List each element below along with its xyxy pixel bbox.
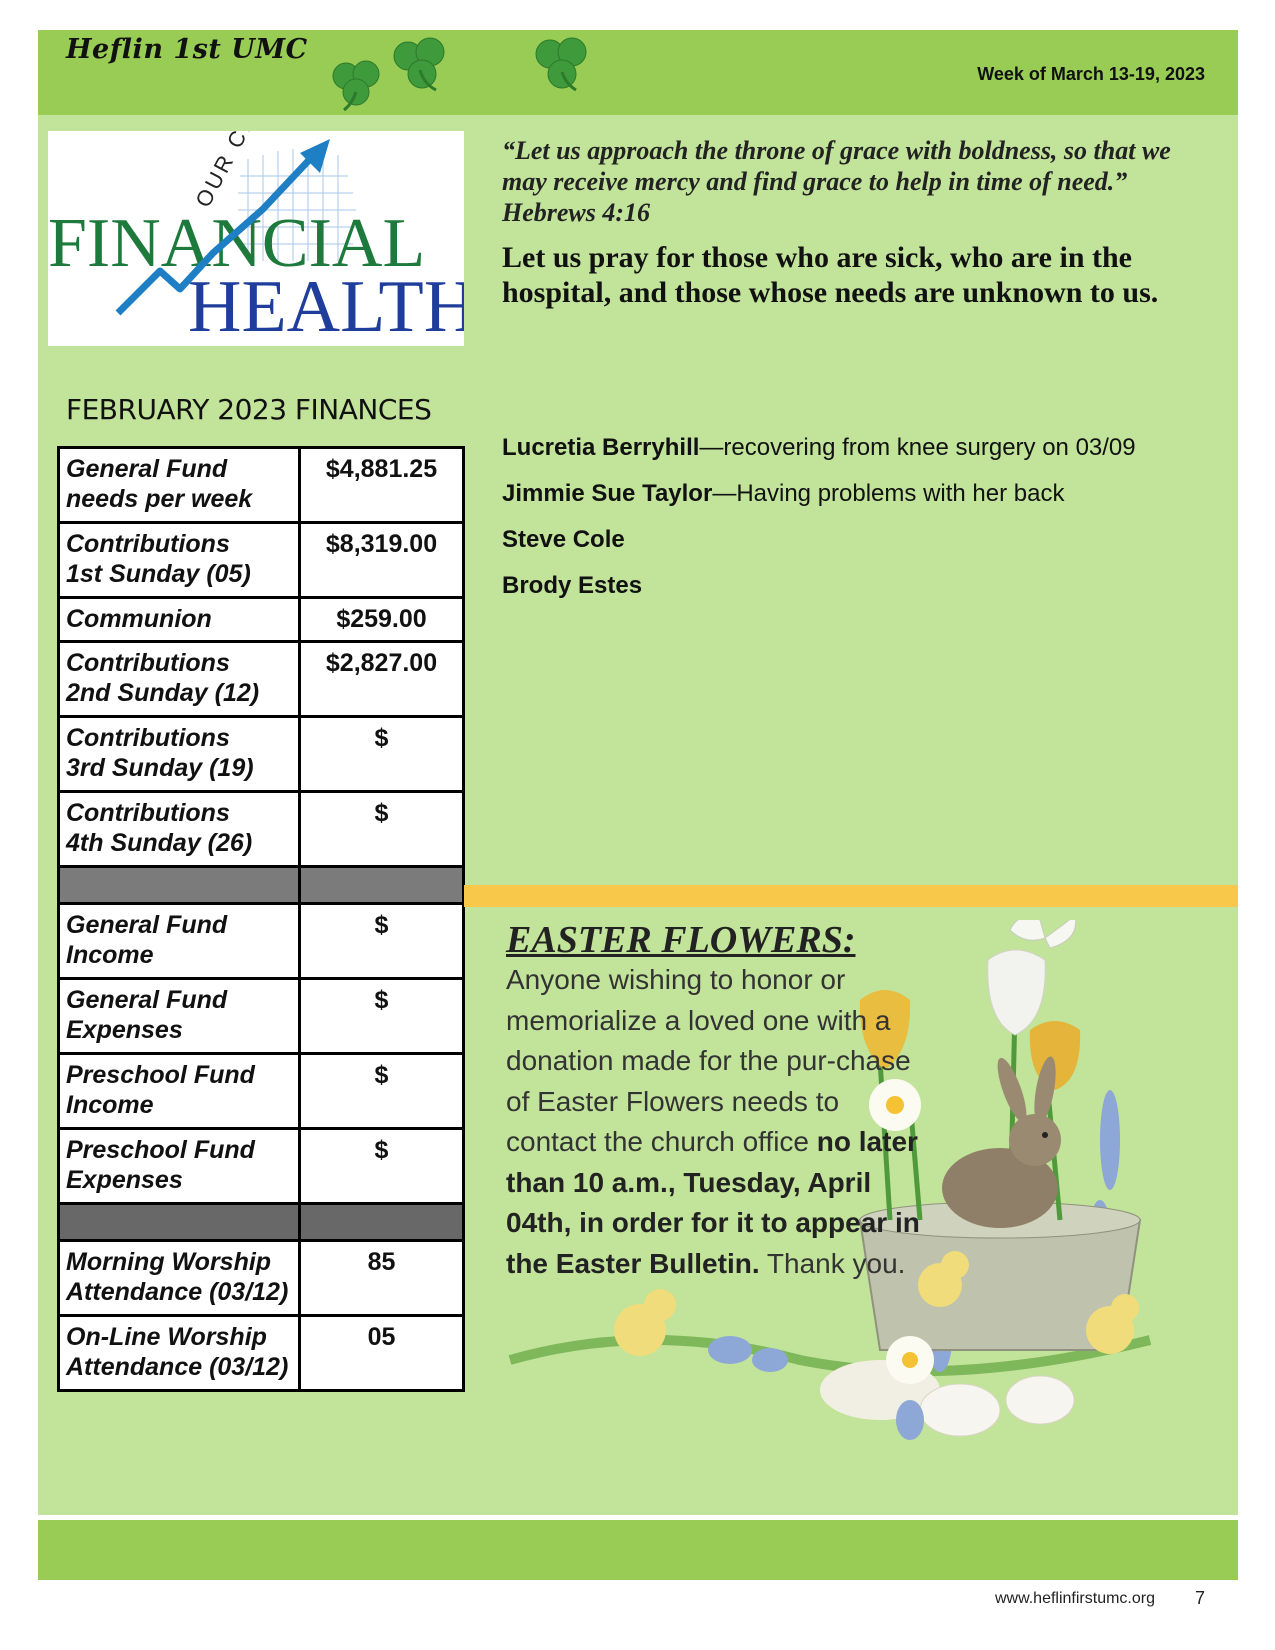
row-value: $259.00 — [300, 598, 464, 642]
table-row — [59, 523, 464, 598]
table-row — [59, 904, 464, 979]
table-spacer-row — [59, 1204, 464, 1241]
row-label: Preschool Fund Income — [59, 1054, 300, 1129]
row-value: $ — [300, 904, 464, 979]
easter-flowers-title: EASTER FLOWERS: — [506, 919, 856, 961]
row-label: General Fund Income — [59, 904, 300, 979]
table-row — [59, 717, 464, 792]
row-value: $2,827.00 — [300, 642, 464, 717]
row-value: $ — [300, 1054, 464, 1129]
logo-word-financial: FINANCIAL — [48, 205, 426, 282]
row-value: $8,319.00 — [300, 523, 464, 598]
table-row — [59, 1054, 464, 1129]
logo-word-health: HEALTH — [188, 266, 464, 346]
table-row — [59, 979, 464, 1054]
row-value: $ — [300, 1129, 464, 1204]
church-name: Heflin 1st UMC — [66, 34, 308, 65]
row-label: General Fund Expenses — [59, 979, 300, 1054]
list-item: Brody Estes — [502, 572, 643, 599]
shamrock-icon — [322, 52, 392, 112]
row-label: On-Line Worship Attendance (03/12) — [59, 1316, 300, 1391]
shamrock-icon — [526, 28, 598, 94]
list-item: Steve Cole — [502, 526, 625, 553]
row-label: General Fund needs per week — [59, 448, 300, 523]
financial-health-logo — [48, 131, 464, 346]
row-value: $ — [300, 717, 464, 792]
shamrock-icon — [384, 30, 456, 94]
prayer-list — [502, 432, 1202, 616]
list-item: Lucretia Berryhill—recovering from knee surgery on 03/09 — [502, 434, 1136, 461]
table-row — [59, 1241, 464, 1316]
easter-flowers-body: Anyone wishing to honor or memorialize a loved one with a donation made for the pur-chase of Easter Flowers needs to contact the church office no later than 10 a.m., Tuesday, April 04th, in order for it to appear in the Easter Bulletin. Thank you. — [506, 964, 920, 1279]
footer-bar — [38, 1520, 1238, 1580]
row-value: 05 — [300, 1316, 464, 1391]
row-value: $ — [300, 979, 464, 1054]
row-label: Contributions 4th Sunday (26) — [59, 792, 300, 867]
finances-table — [57, 446, 465, 1392]
section-divider-band — [464, 885, 1238, 907]
row-value: 85 — [300, 1241, 464, 1316]
row-label: Contributions 2nd Sunday (12) — [59, 642, 300, 717]
row-label: Contributions 3rd Sunday (19) — [59, 717, 300, 792]
table-row — [59, 598, 464, 642]
row-value: $4,881.25 — [300, 448, 464, 523]
table-row — [59, 792, 464, 867]
scripture-verse: “Let us approach the throne of grace with boldness, so that we may receive mercy and find grace to help in time of need.” Hebrews 4:16 — [502, 136, 1171, 227]
page-number: 7 — [1194, 1588, 1205, 1608]
week-label: Week of March 13-19, 2023 — [977, 64, 1205, 84]
list-item: Jimmie Sue Taylor—Having problems with her back — [502, 480, 1065, 507]
table-spacer-row — [59, 867, 464, 904]
row-value: $ — [300, 792, 464, 867]
row-label: Communion — [59, 598, 300, 642]
table-row — [59, 1316, 464, 1391]
row-label: Contributions 1st Sunday (05) — [59, 523, 300, 598]
table-row — [59, 642, 464, 717]
logo-top-text — [190, 131, 308, 211]
row-label: Preschool Fund Expenses — [59, 1129, 300, 1204]
prayer-intro: Let us pray for those who are sick, who are in the hospital, and those whose needs are unknown to us. — [502, 241, 1159, 309]
table-row — [59, 1129, 464, 1204]
finances-title: FEBRUARY 2023 FINANCES — [66, 393, 432, 426]
row-label: Morning Worship Attendance (03/12) — [59, 1241, 300, 1316]
table-row — [59, 448, 464, 523]
footer-url: www.heflinfirstumc.org — [994, 1590, 1155, 1607]
